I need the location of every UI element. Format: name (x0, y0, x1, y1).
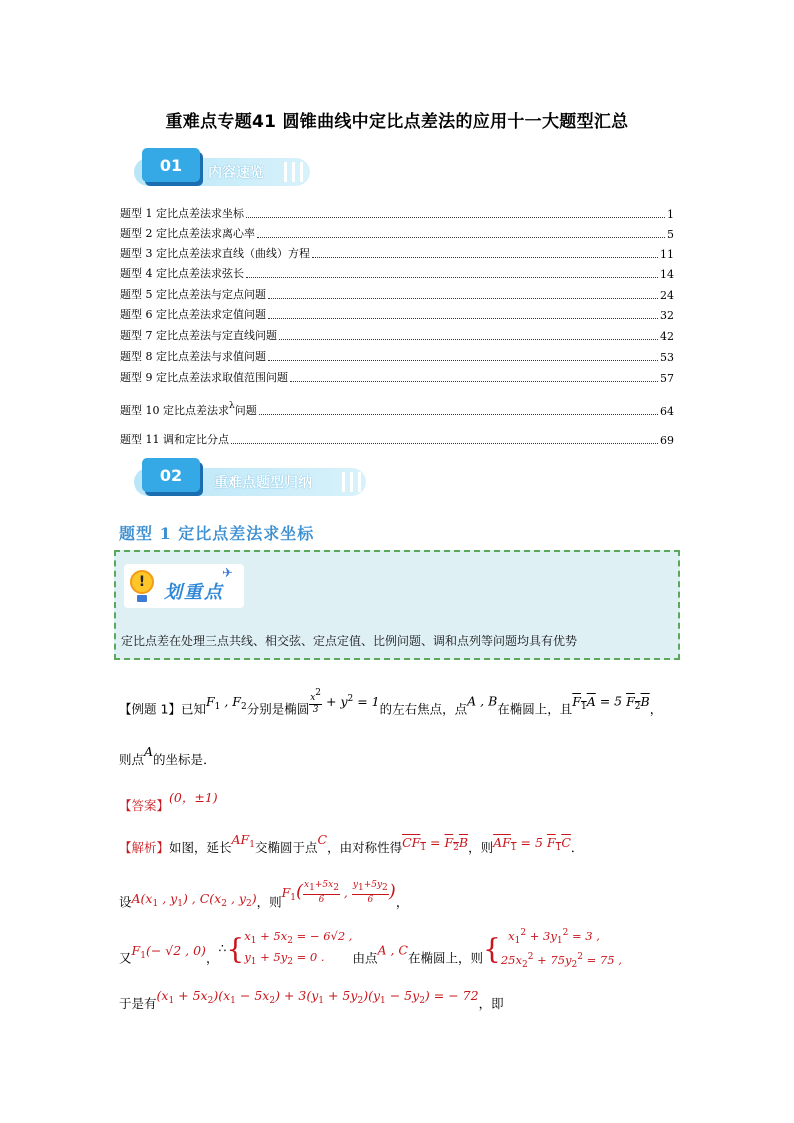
section-number-badge: 01 (142, 148, 200, 182)
math-F1-F2: $F_1$ , $F_2$ (205, 693, 247, 712)
section-number-badge: 02 (142, 458, 200, 492)
math-F1-coordinates: $F_1$( $\frac{x1+5x2}{6}$ , $\frac{y1+5y2}{6}$ ) (281, 880, 396, 905)
lightbulb-icon: ! (130, 570, 154, 594)
toc-item[interactable]: 题型 9 定比点差法求取值范围问题 57 (120, 371, 674, 385)
math-system-1: {$x_1 + 5x_2$ = − 6√2 , $y_1 + 5y_2 = 0$ . (226, 929, 353, 967)
analysis-line-4: 于是有$(x_1 + 5x_2)(x_1 - 5x_2) + 3(y_1 + 5y_2)(y_1 - 5y_2)$ = − 72，即 (119, 988, 504, 1011)
section-label: 重难点题型归纳 (214, 475, 312, 491)
math-A-C: A , C (377, 942, 408, 958)
example-question-line-2: 则点A的坐标是． (119, 744, 216, 767)
section-heading: 题型 1 定比点差法求坐标 (119, 524, 315, 543)
key-point-text: 定比点差在处理三点共线、相交弦、定点定值、比例问题、调和点列等问题均具有优势 (121, 634, 578, 648)
math-F1-value: $F_1(- √2$ , 0) (131, 942, 206, 961)
math-A: A (144, 744, 154, 759)
answer-value: (0，±1) (169, 790, 218, 805)
toc-item[interactable]: 题型 5 定比点差法与定点问题 24 (120, 288, 674, 302)
toc-item[interactable]: 题型 1 定比点差法求坐标 1 (120, 207, 674, 221)
section-banner-types (128, 458, 368, 500)
math-system-2: { $x_1^2 + 3y_1^2 = 3$ , $25x_2^2 + 75y_2^2 = 75$ , (483, 928, 622, 970)
answer-line (119, 788, 218, 814)
key-point-title: 划重点 (164, 582, 224, 603)
section-banner-overview (128, 148, 310, 190)
key-point-badge (124, 564, 244, 608)
math-AF1: $AF_1$ (231, 832, 255, 850)
page-title: 重难点专题41 圆锥曲线中定比点差法的应用十一大题型汇总 (165, 112, 629, 132)
toc-item[interactable]: 题型 3 定比点差法求直线（曲线）方程 11 (120, 247, 674, 261)
answer-tag: 【答案】 (119, 798, 170, 813)
lightbulb-base (137, 595, 147, 602)
math-ellipse-equation: $\frac{x2}{3}$ + $y^2 = 1$ (310, 688, 380, 715)
math-symmetry-vector: $CF_1 = F_2B$ (402, 835, 469, 853)
toc-item[interactable]: 题型 7 定比点差法与定直线问题 42 (120, 329, 674, 343)
toc-item[interactable]: 题型 10 定比点差法求$^\lambda$问题 64 (120, 401, 674, 418)
toc-item[interactable]: 题型 4 定比点差法求弦长 14 (120, 267, 674, 281)
section-label: 内容速览 (208, 165, 264, 181)
analysis-line-1: 【解析】如图，延长$AF_1$交椭圆于点C，由对称性得$CF_1 = F_2B$，则$AF_1 = 5$ $F_1C$． (119, 832, 584, 855)
paper-plane-icon: ✈ (222, 566, 233, 581)
toc-item[interactable]: 题型 8 定比点差法与求值问题 53 (120, 350, 674, 364)
example-tag: 【例题 1】 (119, 701, 181, 717)
example-question-line-1: 【例题 1】已知$F_1$ , $F_2$分别是椭圆 $\frac{x2}{3}$ + $y^2 = 1$的左右焦点，点A , B在椭圆上，且$F_1A = 5$ $F_2B$， (119, 688, 663, 717)
math-AF1-vector: $AF_1 = 5$ $F_1C$ (493, 835, 571, 853)
analysis-line-2: 设$A(x_1$ , $y_1$) , $C(x_2$ , $y_2$)，则$F_1$( $\frac{x1+5x2}{6}$ , $\frac{y1+5y2}{6}$ )， (119, 880, 409, 910)
math-product-equation: $(x_1 + 5x_2)(x_1 - 5x_2) + 3(y_1 + 5y_2)(y_1 - 5y_2)$ = − 72 (156, 988, 479, 1006)
math-C: C (317, 832, 328, 847)
math-points-AC: $A(x_1$ , $y_1$) , $C(x_2$ , $y_2$) (131, 890, 257, 909)
analysis-tag: 【解析】 (119, 840, 170, 855)
toc-item[interactable]: 题型 11 调和定比分点 69 (120, 433, 674, 447)
toc-item[interactable]: 题型 2 定比点差法求离心率 5 (120, 227, 674, 241)
toc-item[interactable]: 题型 6 定比点差法求定值问题 32 (120, 308, 674, 322)
math-A-B: A , B (467, 693, 498, 709)
math-vector-condition: $F_1A = 5$ $F_2B$ (572, 693, 650, 712)
analysis-line-3: 又$F_1(- √2$ , 0)，$\therefore\{x_1 + 5x_2$ = − 6√2 , $y_1 + 5y_2 = 0$ . 由点A , C在椭圆上，则{ $x_1^2 + 3y_1^2 = 3$ , $25x_2^2 + 75y_2^2 = 75$ , (119, 928, 622, 970)
key-point-box (114, 550, 680, 660)
